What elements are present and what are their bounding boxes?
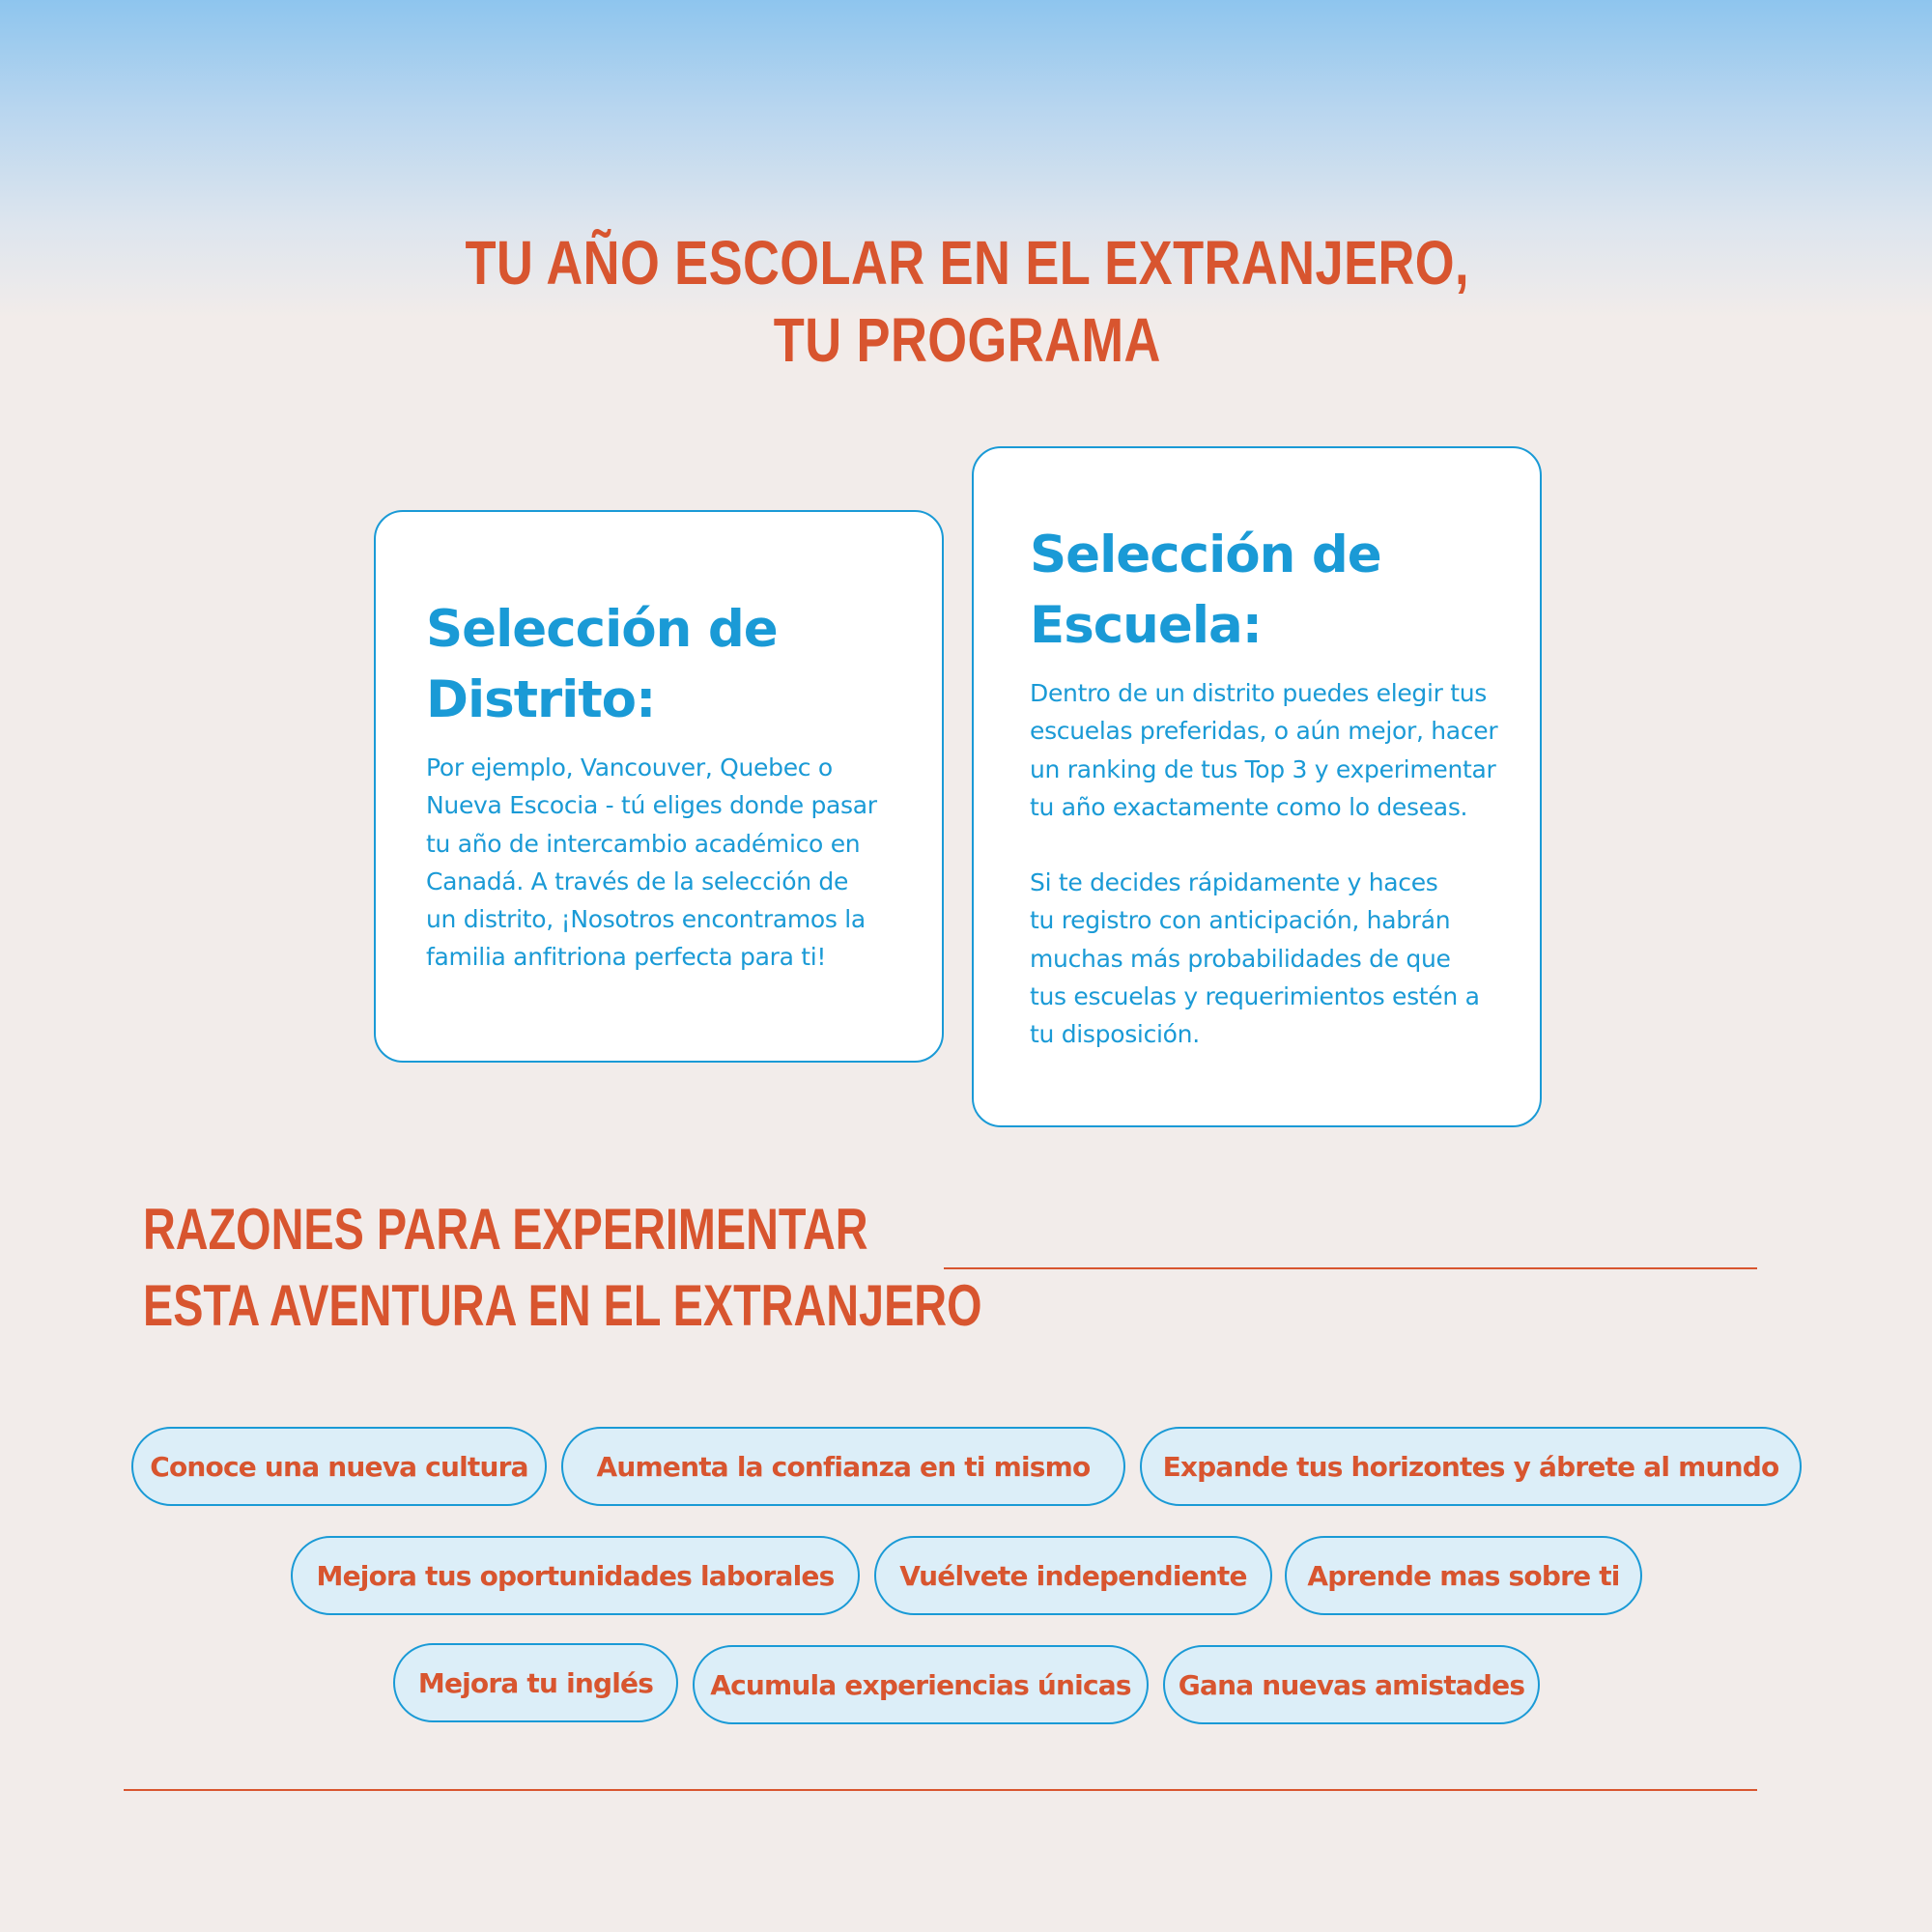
district-card-title-line-1: Selección de <box>426 600 778 659</box>
section-divider-bottom <box>124 1789 1757 1791</box>
district-card-body-line: familia anfitriona perfecta para ti! <box>426 943 827 972</box>
reason-pill: Expande tus horizontes y ábrete al mundo <box>1140 1427 1802 1506</box>
reasons-title-line-1: RAZONES PARA EXPERIMENTAR <box>143 1197 868 1262</box>
school-card-body-line: tu registro con anticipación, habrán <box>1030 906 1451 935</box>
school-card-body-line: Si te decides rápidamente y haces <box>1030 868 1438 897</box>
school-card-title-line-1: Selección de <box>1030 526 1381 584</box>
district-card-title <box>426 594 877 735</box>
school-card-body-line: escuelas preferidas, o aún mejor, hacer <box>1030 717 1498 746</box>
school-card-body-paragraph-1 <box>1030 674 1497 826</box>
district-card-title-line-2: Distrito: <box>426 670 656 729</box>
page-title-line-1: TU AÑO ESCOLAR EN EL EXTRANJERO, <box>465 228 1470 298</box>
district-card-body-line: Nueva Escocia - tú eliges donde pasar <box>426 791 877 820</box>
district-card-body <box>426 749 877 977</box>
school-card-title <box>1030 520 1497 661</box>
school-selection-card <box>972 446 1542 1127</box>
school-card-body-line: muchas más probabilidades de que <box>1030 944 1451 973</box>
reason-pill: Aumenta la confianza en ti mismo <box>561 1427 1125 1506</box>
school-card-body-line: tus escuelas y requerimientos estén a <box>1030 982 1480 1011</box>
district-card-body-line: tu año de intercambio académico en <box>426 829 861 858</box>
district-card-body-line: Canadá. A través de la selección de <box>426 867 849 895</box>
page-title <box>175 224 1759 379</box>
reason-pill: Mejora tus oportunidades laborales <box>291 1536 860 1615</box>
reasons-title-line-2: ESTA AVENTURA EN EL EXTRANJERO <box>143 1273 982 1338</box>
school-card-body-line: Dentro de un distrito puedes elegir tus <box>1030 679 1488 707</box>
school-card-body-line: tu año exactamente como lo deseas. <box>1030 792 1468 821</box>
school-card-body-line: tu disposición. <box>1030 1020 1200 1049</box>
school-card-title-line-2: Escuela: <box>1030 596 1262 655</box>
reason-pill: Aprende mas sobre ti <box>1285 1536 1642 1615</box>
school-card-body-line: un ranking de tus Top 3 y experimentar <box>1030 754 1496 783</box>
district-card-body-line: un distrito, ¡Nosotros encontramos la <box>426 905 866 934</box>
reason-pill: Acumula experiencias únicas <box>693 1645 1149 1724</box>
school-card-body-paragraph-2 <box>1030 864 1497 1053</box>
page-title-line-2: TU PROGRAMA <box>773 305 1161 375</box>
district-selection-card <box>374 510 944 1063</box>
reason-pill: Gana nuevas amistades <box>1163 1645 1540 1724</box>
reason-pill: Vuélvete independiente <box>874 1536 1272 1615</box>
district-card-body-line: Por ejemplo, Vancouver, Quebec o <box>426 753 833 781</box>
section-divider-top <box>944 1267 1757 1269</box>
reason-pill: Mejora tu inglés <box>393 1643 678 1722</box>
reason-pill: Conoce una nueva cultura <box>131 1427 547 1506</box>
reasons-section-title <box>143 1191 982 1344</box>
